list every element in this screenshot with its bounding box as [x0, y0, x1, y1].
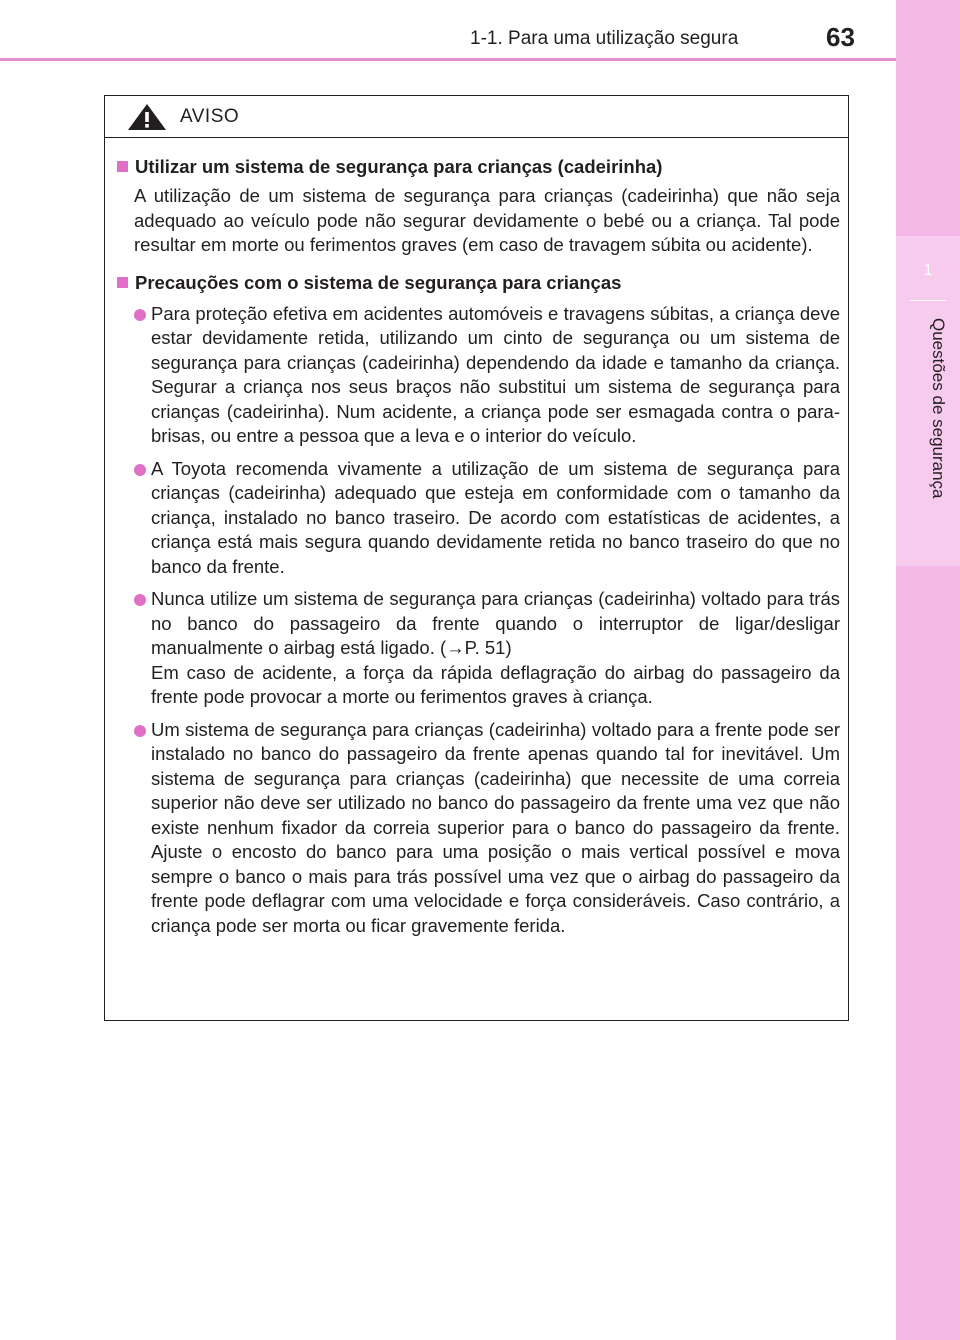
- round-bullet-icon: [134, 594, 146, 606]
- square-bullet-icon: [117, 277, 128, 288]
- round-bullet-icon: [134, 464, 146, 476]
- chapter-side-tab: [896, 0, 960, 1340]
- list-item-text: Para proteção efetiva em acidentes automóveis e travagens súbitas, a criança deve estar devidamente retida, utilizando um cinto de segurança ou um sistema de segurança para crianças (cadeirinha) dependendo da idade e tamanho da criança. Segurar a criança nos seus braços não substitui um sistema de segurança para crianças (cadeirinha). Num acidente, a criança pode ser esmagada contra o para-brisas, ou entre a pessoa que a leva e o interior do veículo.: [151, 302, 840, 446]
- chapter-title: Questões de segurança: [929, 318, 948, 499]
- list-item: [117, 457, 840, 580]
- precautions-list: [117, 302, 840, 939]
- list-item: [117, 587, 840, 710]
- page-number: 63: [826, 22, 855, 52]
- section-heading-precautions: Precauções com o sistema de segurança para crianças: [117, 270, 840, 296]
- warning-body: [105, 138, 848, 938]
- square-bullet-icon: [117, 161, 128, 172]
- round-bullet-icon: [134, 725, 146, 737]
- section-paragraph: A utilização de um sistema de segurança para crianças (cadeirinha) que não seja adequado ao veículo pode não segurar devidamente o bebé ou a criança. Tal pode resultar em morte ou ferimentos graves (em caso de travagem súbita ou acidente).: [134, 185, 840, 255]
- warning-box: [104, 95, 849, 1021]
- list-item-text: Um sistema de segurança para crianças (cadeirinha) voltado para a frente pode ser instalado no banco do passageiro da frente apenas quando tal for inevitável. Um sistema de segurança para crianças (cadeirinha) que necessite de uma correia superior não deve ser utilizado no banco do passageiro da frente uma vez que não existe nenhum fixador da correia superior para o banco do passageiro da frente. Ajuste o encosto do banco para uma posição o mais vertical possível e mova sempre o banco o mais para trás possível uma vez que o airbag do passageiro da frente pode deflagrar com uma velocidade e força consideráveis. Caso contrário, a criança pode ser morta ou ficar gravemente ferida.: [151, 718, 840, 936]
- section-title: 1-1. Para uma utilização segura: [470, 28, 739, 49]
- warning-triangle-icon: [127, 103, 167, 136]
- list-item: [117, 302, 840, 449]
- warning-header: [105, 96, 848, 138]
- round-bullet-icon: [134, 309, 146, 321]
- warning-label: AVISO: [180, 106, 240, 127]
- chapter-number: 1: [923, 262, 933, 279]
- list-item-text: Nunca utilize um sistema de segurança para crianças (cadeirinha) voltado para trás no banco do passageiro da frente quando o interruptor de ligar/desligar manualmente o airbag está ligado. (→P. 51): [151, 588, 840, 658]
- list-item: [117, 718, 840, 939]
- list-item-text-continued: Em caso de acidente, a força da rápida deflagração do airbag do passageiro da frente pode provocar a morte ou ferimentos graves à criança.: [151, 661, 840, 707]
- header-divider: [0, 58, 896, 61]
- section-heading-child-seat-use: Utilizar um sistema de segurança para crianças (cadeirinha): [117, 154, 840, 180]
- chapter-divider: [910, 300, 946, 301]
- list-item-text: A Toyota recomenda vivamente a utilização de um sistema de segurança para crianças (cadeirinha) adequado que esteja em conformidade com o tamanho da criança, instalado no banco traseiro. De acordo com estatísticas de acidentes, a criança está mais segura quando devidamente retida no banco traseiro do que no banco da frente.: [151, 457, 840, 577]
